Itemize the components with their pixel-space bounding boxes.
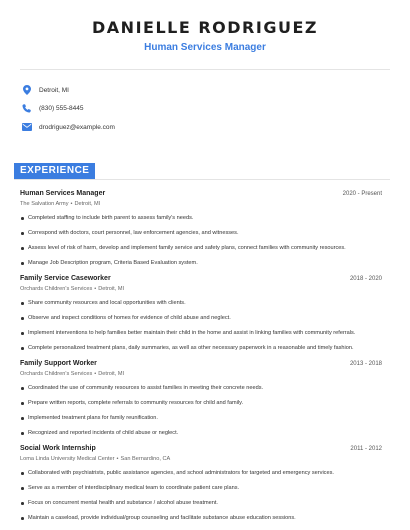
job-bullets xyxy=(20,214,382,267)
job-employer: Loma Linda University Medical Center • San Bernardino, CA xyxy=(20,456,171,462)
job-bullets xyxy=(20,384,382,437)
list-item: Assess level of risk of harm, develop and implement family service and safety plans, connect families with community resources. xyxy=(20,244,382,252)
job-title: Human Services Manager xyxy=(20,190,106,197)
job-bullets xyxy=(20,299,382,352)
job-title-headline: Human Services Manager xyxy=(144,42,266,53)
job-dates: 2018 - 2020 xyxy=(349,276,382,282)
experience-heading: EXPERIENCE xyxy=(14,163,95,179)
job-title: Family Support Worker xyxy=(20,360,97,367)
job-title: Family Service Caseworker xyxy=(20,275,111,282)
list-item: Completed staffing to include birth parent to assess family's needs. xyxy=(20,214,382,222)
contact-location-text: Detroit, MI xyxy=(39,86,69,94)
job-org-name: Orchards Children's Services xyxy=(20,371,93,377)
list-item: Complete personalized treatment plans, daily summaries, as well as other necessary paperwork in a reasonable and timely fashion. xyxy=(20,344,382,352)
job-org-name: Loma Linda University Medical Center xyxy=(20,456,115,462)
job-employer: Orchards Children's Services • Detroit, MI xyxy=(20,371,125,377)
job-entry xyxy=(20,189,382,267)
contact-phone-text: (830) 555-8445 xyxy=(39,105,84,112)
list-item: Share community resources and local opportunities with clients. xyxy=(20,299,382,307)
list-item: Correspond with doctors, court personnel, law enforcement agencies, and witnesses. xyxy=(20,229,382,237)
job-org-name: Orchards Children's Services xyxy=(20,286,93,292)
job-location: Detroit, MI xyxy=(98,286,125,292)
job-org-name: The Salvation Army xyxy=(20,201,69,207)
list-item: Manage Job Description program, Criteria Based Evaluation system. xyxy=(20,259,382,267)
phone-icon xyxy=(21,103,32,114)
experience-list xyxy=(20,189,382,529)
contact-location xyxy=(21,81,115,99)
list-item: Coordinated the use of community resources to assist families in meeting their concrete needs. xyxy=(20,384,382,392)
job-title: Social Work Internship xyxy=(20,445,96,452)
contact-email-text: drodriguez@example.com xyxy=(39,123,115,131)
list-item: Focus on concurrent mental health and substance / alcohol abuse treatment. xyxy=(20,499,382,507)
email-icon xyxy=(21,122,32,133)
job-employer: The Salvation Army • Detroit, MI xyxy=(20,201,101,207)
job-location: San Bernardino, CA xyxy=(120,456,171,462)
job-dates: 2020 - Present xyxy=(342,191,382,197)
experience-divider xyxy=(14,179,390,180)
person-name: DANIELLE RODRIGUEZ xyxy=(92,18,318,37)
contact-phone xyxy=(21,100,115,118)
list-item: Implemented treatment plans for family reunification. xyxy=(20,414,382,422)
job-entry xyxy=(20,274,382,352)
job-dates: 2013 - 2018 xyxy=(349,361,382,367)
job-employer: Orchards Children's Services • Detroit, MI xyxy=(20,286,125,292)
list-item: Recognized and reported incidents of child abuse or neglect. xyxy=(20,429,382,437)
list-item: Collaborated with psychiatrists, public assistance agencies, and school administrators for targeted and emergency services. xyxy=(20,469,382,477)
job-entry xyxy=(20,359,382,437)
job-bullets xyxy=(20,469,382,522)
job-dates: 2011 - 2012 xyxy=(350,446,382,452)
resume-header xyxy=(0,0,410,54)
list-item: Maintain a caseload, provide individual/group counseling and facilitate substance abuse education sessions. xyxy=(20,514,382,522)
job-location: Detroit, MI xyxy=(74,201,101,207)
contact-list xyxy=(21,81,115,137)
list-item: Prepare written reports, complete referrals to community resources for child and family. xyxy=(20,399,382,407)
list-item: Serve as a member of interdisciplinary medical team to coordinate patient care plans. xyxy=(20,484,382,492)
job-location: Detroit, MI xyxy=(98,371,125,377)
contact-email xyxy=(21,118,115,136)
job-entry xyxy=(20,444,382,522)
list-item: Implement interventions to help families better maintain their child in the home and assist in linking families with community referrals. xyxy=(20,329,382,337)
list-item: Observe and inspect conditions of homes for evidence of child abuse and neglect. xyxy=(20,314,382,322)
location-pin-icon xyxy=(21,85,32,96)
header-divider xyxy=(20,69,390,70)
